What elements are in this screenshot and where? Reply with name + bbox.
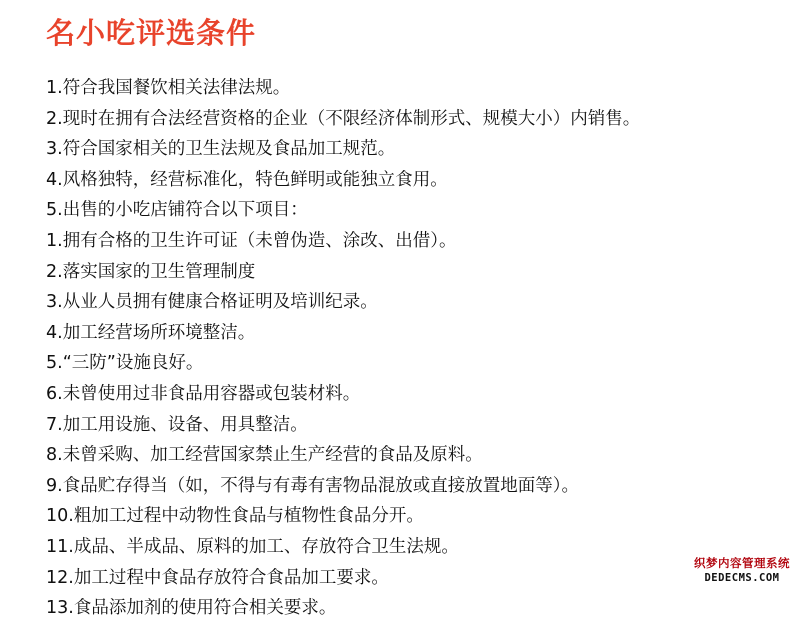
list-item: 10.粗加工过程中动物性食品与植物性食品分开。 — [46, 506, 424, 527]
criteria-list — [46, 73, 640, 624]
list-item: 1.符合我国餐饮相关法律法规。 — [46, 78, 291, 98]
list-item: 3.从业人员拥有健康合格证明及培训纪录。 — [46, 292, 378, 313]
list-item: 8.未曾采购、加工经营国家禁止生产经营的食品及原料。 — [46, 445, 483, 466]
list-item: 6.未曾使用过非食品用容器或包装材料。 — [46, 383, 361, 404]
watermark-line2: DEDECMS.COM — [704, 572, 780, 584]
watermark-line1: 织梦内容管理系统 — [694, 556, 790, 570]
list-item: 2.落实国家的卫生管理制度 — [46, 261, 256, 282]
list-item: 12.加工过程中食品存放符合食品加工要求。 — [46, 567, 389, 588]
list-item: 9.食品贮存得当（如，不得与有毒有害物品混放或直接放置地面等）。 — [46, 475, 579, 496]
list-item: 3.符合国家相关的卫生法规及食品加工规范。 — [46, 139, 396, 160]
page-title: 名小吃评选条件 — [46, 16, 257, 50]
list-item: 5.“三防”设施良好。 — [46, 353, 204, 374]
list-item: 2.现时在拥有合法经营资格的企业（不限经济体制形式、规模大小）内销售。 — [46, 108, 641, 129]
list-item: 7.加工用设施、设备、用具整洁。 — [46, 414, 308, 435]
list-item: 4.风格独特，经营标准化，特色鲜明或能独立食用。 — [46, 169, 448, 190]
list-item: 4.加工经营场所环境整洁。 — [46, 322, 256, 343]
list-item: 11.成品、半成品、原料的加工、存放符合卫生法规。 — [46, 536, 459, 557]
watermark — [690, 556, 794, 588]
list-item: 5.出售的小吃店铺符合以下项目： — [46, 200, 308, 221]
list-item: 13.食品添加剂的使用符合相关要求。 — [46, 598, 337, 619]
list-item: 1.拥有合格的卫生许可证（未曾伪造、涂改、出借）。 — [46, 230, 457, 251]
